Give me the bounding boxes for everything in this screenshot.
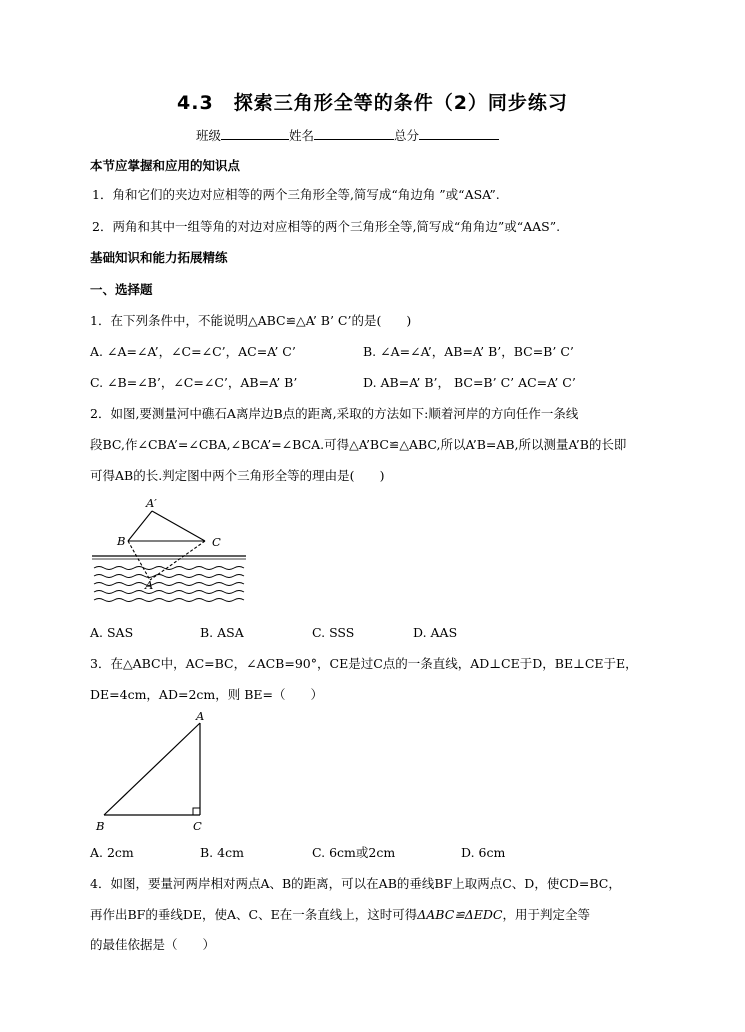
class-label: 班级 (196, 128, 222, 143)
q2-option-b: B. ASA (200, 625, 244, 640)
q1-option-b: B. ∠A=∠A’，AB=A’ B’，BC=B’ C’ (363, 344, 574, 359)
q3-option-b: B. 4cm (200, 845, 244, 860)
q3-triangle (104, 723, 200, 815)
section-knowledge-heading: 本节应掌握和应用的知识点 (90, 158, 241, 173)
q3-option-c: C. 6cm或2cm (312, 845, 396, 860)
q4-line-3: 的最佳依据是（ ） (90, 937, 216, 952)
q2-line-2: 段BC,作∠CBA’=∠CBA,∠BCA’=∠BCA.可得△A’BC≌△ABC,所以A’B=AB,所以测量A’B的长即 (90, 437, 627, 452)
knowledge-point-2: 2．两角和其中一组等角的对边对应相等的两个三角形全等,简写成“角角边”或“AAS”. (92, 219, 561, 234)
q2-option-c: C. SSS (312, 625, 355, 640)
q2-option-a: A. SAS (90, 625, 134, 640)
page-title: 4.3 探索三角形全等的条件（2）同步练习 (177, 92, 568, 114)
q2-label-b: B (117, 534, 126, 548)
q1-stem: 1．在下列条件中，不能说明△ABC≌△A’ B’ C’的是( ) (90, 313, 412, 328)
q2-option-d: D. AAS (413, 625, 458, 640)
q4-line-2-tail: ，用于判定全等 (502, 907, 590, 922)
q4-formula: ΔABC≌ΔEDC (417, 907, 503, 922)
q3-label-b: B (96, 819, 105, 833)
section-practice-heading: 基础知识和能力拓展精练 (90, 250, 228, 265)
q3-option-d: D. 6cm (461, 845, 506, 860)
q1-option-c: C. ∠B=∠B’，∠C=∠C’，AB=A’ B’ (90, 375, 298, 390)
q3-line-2: DE=4cm，AD=2cm，则 BE=（ ） (90, 687, 324, 702)
q3-option-a: A. 2cm (90, 845, 134, 860)
q2-triangles (128, 511, 205, 580)
name-label: 姓名 (289, 128, 315, 143)
q2-line-1: 2．如图,要测量河中礁石A离岸边B点的距离,采取的方法如下:顺着河岸的方向任作一条线 (90, 406, 579, 421)
q2-label-a-prime: A′ (146, 496, 157, 510)
river-waves (94, 567, 244, 602)
q3-line-1: 3．在△ABC中，AC=BC，∠ACB=90°，CE是过C点的一条直线，AD⊥CE于D，BE⊥CE于E， (90, 656, 638, 671)
q2-line-3: 可得AB的长.判定图中两个三角形全等的理由是( ) (90, 468, 385, 483)
q2-label-a: A (145, 578, 154, 592)
q3-label-c: C (193, 819, 202, 833)
q3-label-a: A (196, 709, 205, 723)
q2-label-c: C (212, 535, 221, 549)
q4-line-2 (90, 907, 590, 923)
section-choice-heading: 一、选择题 (90, 282, 153, 297)
q4-line-1: 4．如图，要量河两岸相对两点A、B的距离，可以在AB的垂线BF上取两点C、D，使CD=BC， (90, 876, 621, 891)
q1-option-a: A. ∠A=∠A’，∠C=∠C’，AC=A’ C’ (90, 344, 296, 359)
knowledge-point-1: 1．角和它们的夹边对应相等的两个三角形全等,简写成“角边角 ”或“ASA”. (92, 187, 500, 202)
q1-option-d: D. AB=A’ B’， BC=B’ C’ AC=A’ C’ (363, 375, 576, 390)
score-label: 总分 (394, 128, 420, 143)
q4-line-2-text: 再作出BF的垂线DE，使A、C、E在一条直线上，这时可得 (90, 907, 418, 922)
